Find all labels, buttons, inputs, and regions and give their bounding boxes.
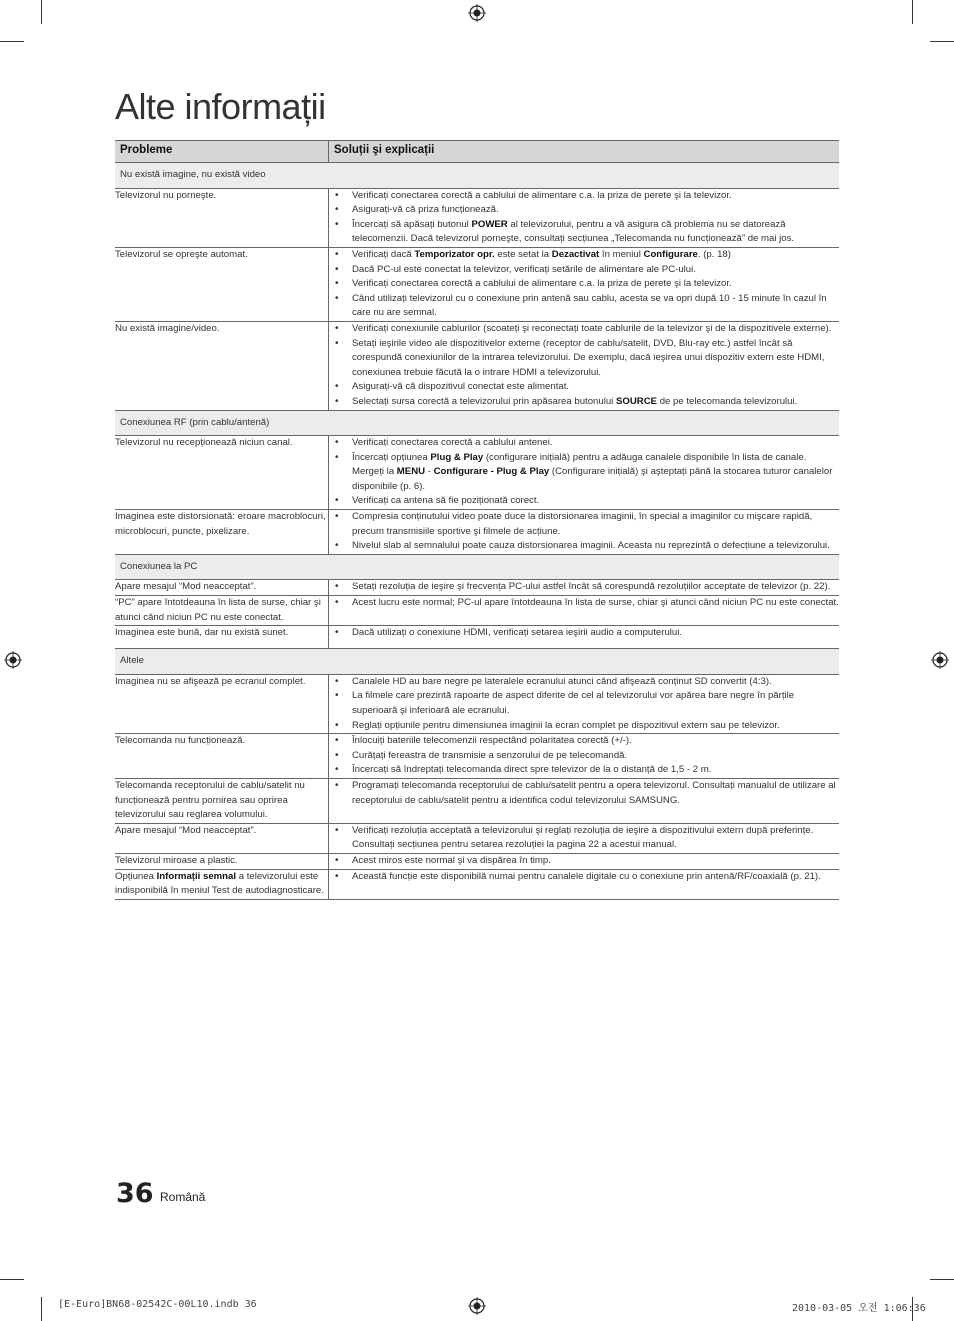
problem-cell: Opțiunea Informații semnal a televizorului este indisponibilă în meniul Test de autodiagnosticare. — [115, 869, 329, 899]
solution-item: • Canalele HD au bare negre pe lateralele ecranului atunci când afişează conținut SD convertit (4:3). — [329, 675, 839, 690]
footer-file: [E-Euro]BN68-02542C-00L10.indb 36 — [58, 1299, 257, 1310]
registration-mark-icon — [4, 651, 22, 669]
solution-cell — [329, 778, 840, 823]
section-heading: Altele — [115, 649, 839, 675]
table-row — [115, 869, 839, 899]
table-header-row — [115, 141, 839, 163]
solution-item: • Înlocuiți bateriile telecomenzii respectând polaritatea corectă (+/-). — [329, 734, 839, 749]
solution-item: • Încercați opțiunea Plug & Play (configurare inițială) pentru a adăuga canalele disponibile în lista de canale. Mergeți la MENU - Configurare - Plug & Play (Configurare inițială) şi aşteptați până la stocarea tuturor canalelor disponibile (p. 6). — [329, 451, 839, 495]
table-row — [115, 734, 839, 779]
solution-list — [329, 248, 839, 321]
page-number: 36 — [116, 1178, 154, 1209]
solution-list — [329, 189, 839, 247]
solution-list — [329, 779, 839, 808]
solution-item: • Verificați conectarea corectă a cablului antenei. — [329, 436, 839, 451]
solution-item: • Setați ieşirile video ale dispozitivelor externe (receptor de cablu/satelit, DVD, Blu-ray etc.) astfel încât să corespundă conexiunilor de la intrarea televizorului. De exemplu, dacă ieşirea unui dispozitiv extern este HDMI, conexiunea trebuie făcută la o intrare HDMI a televizorului. — [329, 337, 839, 381]
solution-list — [329, 870, 839, 885]
problem-cell: Telecomanda nu funcționează. — [115, 734, 329, 779]
solution-item: • Asigurați-vă că dispozitivul conectat este alimentat. — [329, 380, 839, 395]
troubleshooting-table — [115, 140, 839, 900]
table-row — [115, 247, 839, 321]
problem-cell: Telecomanda receptorului de cablu/satelit nu funcționează pentru pornirea sau oprirea televizorului sau reglarea volumului. — [115, 778, 329, 823]
table-row — [115, 778, 839, 823]
solution-cell — [329, 436, 840, 510]
solution-item: • Când utilizați televizorul cu o conexiune prin antenă sau cablu, acesta se va opri după 10 - 15 minute în cazul în care nu are semnal. — [329, 292, 839, 321]
solution-item: • Programați telecomanda receptorului de cablu/satelit pentru a opera televizorul. Consultați manualul de utilizare al receptorului de cablu/satelit pentru a identifica codul televizorului SAMSUNG. — [329, 779, 839, 808]
solution-cell — [329, 321, 840, 410]
crop-mark — [41, 1297, 42, 1321]
solution-list — [329, 854, 839, 869]
registration-mark-icon — [468, 4, 486, 22]
solution-cell — [329, 188, 840, 247]
table-row — [115, 823, 839, 853]
solution-item: • Verificați conexiunile cablurilor (scoateți şi reconectați toate cablurile de la televizor şi de la dispozitivele externe). — [329, 322, 839, 337]
solution-item: • Verificați ca antena să fie poziționată corect. — [329, 494, 839, 509]
table-row — [115, 853, 839, 869]
problem-cell: “PC” apare întotdeauna în lista de surse, chiar şi atunci când niciun PC nu este conectat. — [115, 596, 329, 626]
solution-cell — [329, 580, 840, 596]
table-row — [115, 510, 839, 555]
solution-item: • Dacă PC-ul este conectat la televizor, verificați setările de alimentare ale PC-ului. — [329, 263, 839, 278]
solution-item: • Curățați fereastra de transmisie a senzorului de pe telecomandă. — [329, 749, 839, 764]
problem-cell: Televizorul nu recepționează niciun canal. — [115, 436, 329, 510]
section-heading: Conexiunea RF (prin cablu/antenă) — [115, 410, 839, 436]
problem-cell: Apare mesajul “Mod neacceptat”. — [115, 823, 329, 853]
crop-mark — [930, 41, 954, 42]
column-header-problems: Probleme — [115, 141, 329, 163]
solution-list — [329, 436, 839, 509]
solution-cell — [329, 247, 840, 321]
section-heading: Conexiunea la PC — [115, 554, 839, 580]
solution-item: • Verificați conectarea corectă a cablului de alimentare c.a. la priza de perete şi la televizor. — [329, 277, 839, 292]
solution-item: • Această funcție este disponibilă numai pentru canalele digitale cu o conexiune prin antenă/RF/coaxială (p. 21). — [329, 870, 839, 885]
solution-item: • Reglați opțiunile pentru dimensiunea imaginii la ecran complet pe dispozitivul extern sau pe televizor. — [329, 719, 839, 734]
solution-cell — [329, 734, 840, 779]
solution-item: • Setați rezoluția de ieşire şi frecvența PC-ului astfel încât să corespundă rezoluțiilor acceptate de televizor (p. 22). — [329, 580, 839, 595]
solution-item: • Verificați dacă Temporizator opr. este setat la Dezactivat în meniul Configurare. (p. 18) — [329, 248, 839, 263]
solution-cell — [329, 510, 840, 555]
solution-list — [329, 580, 839, 595]
problem-cell: Televizorul miroase a plastic. — [115, 853, 329, 869]
crop-mark — [41, 0, 42, 24]
table-row — [115, 580, 839, 596]
table-row — [115, 674, 839, 733]
page-language: Română — [160, 1190, 206, 1204]
solution-list — [329, 596, 839, 611]
problem-cell: Televizorul nu porneşte. — [115, 188, 329, 247]
table-body — [115, 163, 839, 900]
crop-mark — [912, 0, 913, 24]
solution-cell — [329, 674, 840, 733]
solution-item: • Verificați conectarea corectă a cablului de alimentare c.a. la priza de perete şi la televizor. — [329, 189, 839, 204]
table-row — [115, 188, 839, 247]
solution-list — [329, 322, 839, 410]
problem-cell: Apare mesajul “Mod neacceptat”. — [115, 580, 329, 596]
footer-timestamp: 2010-03-05 오전 1:06:36 — [792, 1303, 926, 1314]
table-row — [115, 321, 839, 410]
solution-item: • Asigurați-vă că priza funcționează. — [329, 203, 839, 218]
solution-list — [329, 824, 839, 853]
solution-item: • Încercați să apăsați butonul POWER al televizorului, pentru a vă asigura că problema nu se datorează telecomenzii. Dacă televizorul porneşte, consultați secțiunea „Telecomanda nu funcționează” de mai jos. — [329, 218, 839, 247]
solution-cell — [329, 869, 840, 899]
solution-list — [329, 626, 839, 641]
section-row — [115, 163, 839, 189]
section-row — [115, 410, 839, 436]
solution-cell — [329, 626, 840, 649]
solution-item: • Nivelul slab al semnalului poate cauza distorsionarea imaginii. Aceasta nu reprezintă o defecțiune a televizorului. — [329, 539, 839, 554]
problem-cell: Imaginea nu se afişează pe ecranul complet. — [115, 674, 329, 733]
solution-item: • Acest lucru este normal; PC-ul apare întotdeauna în lista de surse, chiar şi atunci când niciun PC nu este conectat. — [329, 596, 839, 611]
solution-item: • Acest miros este normal şi va dispărea în timp. — [329, 854, 839, 869]
solution-cell — [329, 853, 840, 869]
registration-mark-icon — [931, 651, 949, 669]
crop-mark — [0, 1279, 24, 1280]
page-title: Alte informații — [115, 86, 326, 127]
solution-item: • Dacă utilizați o conexiune HDMI, verificați setarea ieşirii audio a computerului. — [329, 626, 839, 641]
solution-item: • Încercați să îndreptați telecomanda direct spre televizor de la o distanță de 1,5 - 2 m. — [329, 763, 839, 778]
table-row — [115, 436, 839, 510]
crop-mark — [0, 41, 24, 42]
problem-cell: Imaginea este bună, dar nu există sunet. — [115, 626, 329, 649]
solution-list — [329, 510, 839, 554]
solution-list — [329, 675, 839, 733]
problem-cell: Televizorul se opreşte automat. — [115, 247, 329, 321]
solution-item: • Compresia conținutului video poate duce la distorsionarea imaginii, în special a imaginilor cu mişcare rapidă, precum transmisiile sportive şi filmele de acțiune. — [329, 510, 839, 539]
crop-mark — [930, 1279, 954, 1280]
solution-item: • Selectați sursa corectă a televizorului prin apăsarea butonului SOURCE de pe telecomanda televizorului. — [329, 395, 839, 410]
solution-cell — [329, 596, 840, 626]
section-row — [115, 554, 839, 580]
solution-list — [329, 734, 839, 778]
problem-cell: Imaginea este distorsionată: eroare macroblocuri, microblocuri, puncte, pixelizare. — [115, 510, 329, 555]
table-row — [115, 596, 839, 626]
section-heading: Nu există imagine, nu există video — [115, 163, 839, 189]
solution-cell — [329, 823, 840, 853]
solution-item: • La filmele care prezintă rapoarte de aspect diferite de cel al televizorului vor apărea bare negre în părțile superioară şi inferioară ale ecranului. — [329, 689, 839, 718]
table-row — [115, 626, 839, 649]
registration-mark-icon — [468, 1297, 486, 1315]
column-header-solutions: Soluții şi explicații — [329, 141, 840, 163]
problem-cell: Nu există imagine/video. — [115, 321, 329, 410]
section-row — [115, 649, 839, 675]
solution-item: • Verificați rezoluția acceptată a televizorului şi reglați rezoluția de ieşire a dispozitivului extern după preferințe. Consultați secțiunea pentru setarea rezoluției la pagina 22 a acestui manual. — [329, 824, 839, 853]
